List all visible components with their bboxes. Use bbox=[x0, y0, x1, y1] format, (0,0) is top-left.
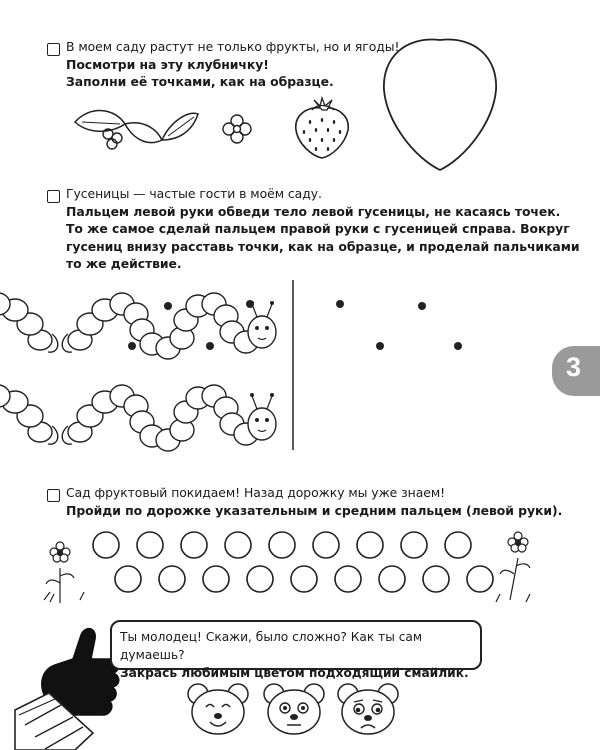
task1-checkbox[interactable] bbox=[47, 43, 60, 56]
task2-checkbox[interactable] bbox=[47, 190, 60, 203]
caterpillars-area bbox=[60, 280, 530, 460]
task1-intro: В моем саду растут не только фрукты, но и ягоды! bbox=[66, 39, 400, 54]
finger-path bbox=[40, 528, 540, 608]
thumbs-up-hand-drawing bbox=[15, 615, 125, 750]
task2-line3: То же самое сделай пальцем правой руки с гусеницей справа. Вокруг bbox=[66, 221, 570, 236]
task3-text bbox=[66, 484, 562, 519]
flower-drawing bbox=[222, 114, 252, 144]
strawberry-leaves-drawing bbox=[70, 100, 200, 155]
happy-smiley[interactable] bbox=[186, 680, 250, 738]
sad-smiley[interactable] bbox=[336, 680, 400, 738]
task1-text bbox=[66, 38, 399, 91]
task2-line2: Пальцем левой руки обведи тело левой гусеницы, не касаясь точек. bbox=[66, 203, 561, 219]
feedback-instruction: Закрась любимым цветом подходящий смайлик. bbox=[120, 666, 469, 680]
task2-line5: то же действие. bbox=[66, 256, 182, 271]
feedback-question: Ты молодец! Скажи, было сложно? Как ты сам думаешь? bbox=[120, 630, 423, 662]
task2-line4: гусениц внизу расставь точки, как на образце, и проделай пальчиками bbox=[66, 238, 580, 254]
feedback-speech-bubble bbox=[110, 620, 482, 680]
task3-intro: Сад фруктовый покидаем! Назад дорожку мы уже знаем! bbox=[66, 485, 446, 500]
page-number: 3 bbox=[566, 352, 582, 382]
task2-intro: Гусеницы — частые гости в моём саду. bbox=[66, 186, 322, 201]
neutral-smiley[interactable] bbox=[262, 680, 326, 738]
sample-strawberry-icon bbox=[290, 96, 354, 160]
large-strawberry-outline[interactable] bbox=[380, 28, 500, 173]
task1-line2: Посмотри на эту клубничку! bbox=[66, 56, 269, 72]
page-number-tab bbox=[552, 346, 600, 396]
task3-line2: Пройди по дорожке указательным и средним пальцем (левой руки). bbox=[66, 502, 563, 518]
task2-text bbox=[66, 185, 579, 273]
task3-checkbox[interactable] bbox=[47, 489, 60, 502]
task1-line3: Заполни её точками, как на образце. bbox=[66, 74, 334, 89]
